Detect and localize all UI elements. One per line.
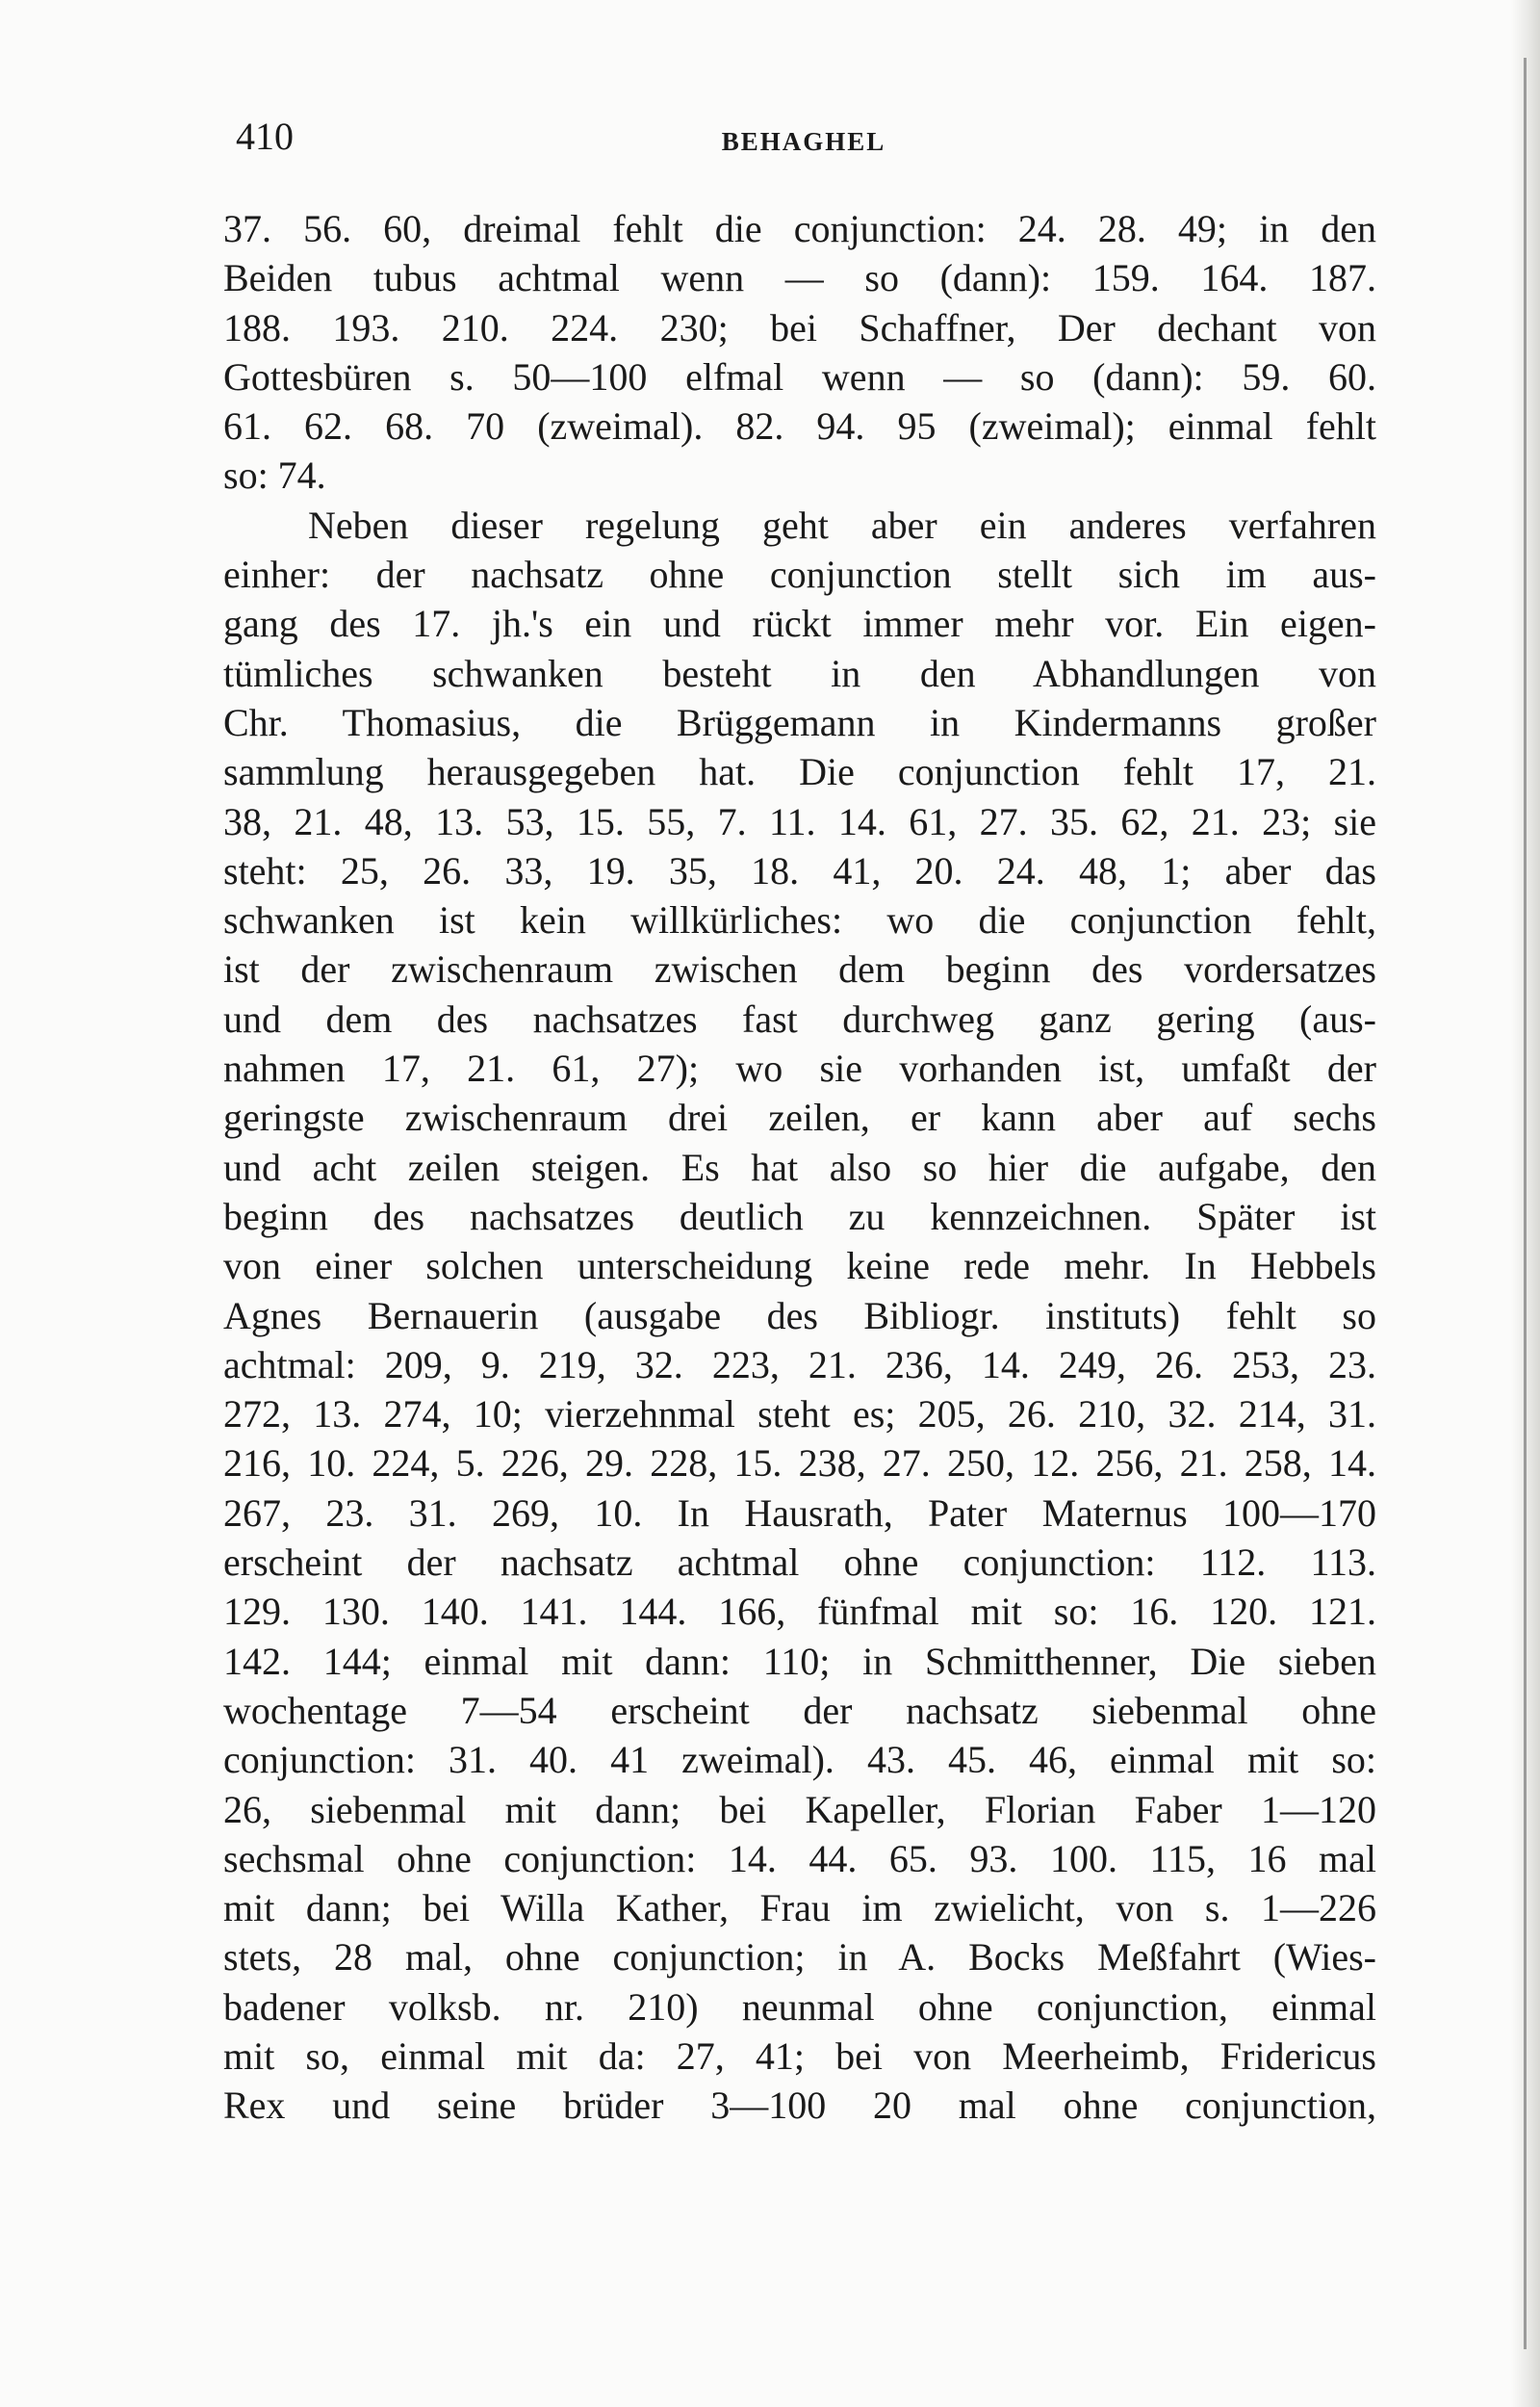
text-line-content: stets, 28 mal, ohne conjunction; in A. Bocks Meßfahrt (Wies-	[223, 1935, 1376, 1980]
text-line	[223, 1143, 1376, 1192]
text-line	[223, 1438, 1376, 1488]
text-line	[223, 1982, 1376, 2032]
text-line-content: 37. 56. 60, dreimal fehlt die conjunction: 24. 28. 49; in den	[223, 207, 1376, 250]
text-line	[223, 253, 1376, 302]
text-line-content: einher: der nachsatz ohne conjunction stellt sich im aus-	[223, 553, 1376, 597]
text-line	[223, 352, 1376, 401]
text-line	[223, 846, 1376, 895]
text-line	[223, 550, 1376, 599]
text-line-content: tümliches schwanken besteht in den Abhandlungen von	[223, 651, 1376, 695]
text-line-content: achtmal: 209, 9. 219, 32. 223, 21. 236, 14. 249, 26. 253, 23.	[223, 1342, 1376, 1386]
text-line-content: nahmen 17, 21. 61, 27); wo sie vorhanden ist, umfaßt der	[223, 1047, 1376, 1091]
text-line-content: Chr. Thomasius, die Brüggemann in Kindermanns großer	[223, 700, 1376, 744]
text-line	[223, 1785, 1376, 1834]
text-line	[223, 995, 1376, 1044]
text-line-content: 26, siebenmal mit dann; bei Kapeller, Florian Faber 1—120	[223, 1787, 1376, 1831]
text-line-content: ist der zwischenraum zwischen dem beginn des vordersatzes	[223, 947, 1376, 992]
text-line	[223, 1587, 1376, 1636]
text-line	[223, 501, 1376, 550]
text-line	[223, 1735, 1376, 1784]
text-line	[223, 797, 1376, 846]
text-line	[223, 1340, 1376, 1389]
text-line-content: Gottesbüren s. 50—100 elfmal wenn — so (dann): 59. 60.	[223, 354, 1376, 399]
text-line-content: 38, 21. 48, 13. 53, 15. 55, 7. 11. 14. 61, 27. 35. 62, 21. 23; sie	[223, 799, 1376, 843]
text-line-content: sammlung herausgegeben hat. Die conjunction fehlt 17, 21.	[223, 750, 1376, 794]
text-line-content: 61. 62. 68. 70 (zweimal). 82. 94. 95 (zweimal); einmal fehlt	[223, 404, 1376, 449]
text-line-content: badener volksb. nr. 210) neunmal ohne conjunction, einmal	[223, 1984, 1376, 2029]
text-line	[223, 204, 1376, 253]
text-line-content: und acht zeilen steigen. Es hat also so hier die aufgabe, den	[223, 1145, 1376, 1189]
text-line	[223, 1538, 1376, 1587]
text-line	[223, 1389, 1376, 1438]
text-line	[223, 895, 1376, 945]
text-line	[223, 1686, 1376, 1735]
text-line	[223, 2032, 1376, 2081]
text-line-content: und dem des nachsatzes fast durchweg ganz gering (aus-	[223, 996, 1376, 1041]
text-line	[223, 1834, 1376, 1883]
text-line	[223, 1488, 1376, 1538]
text-line	[223, 747, 1376, 796]
text-line-content: 216, 10. 224, 5. 226, 29. 228, 15. 238, 27. 250, 12. 256, 21. 258, 14.	[223, 1441, 1376, 1486]
text-line	[223, 1291, 1376, 1340]
text-line-content: sechsmal ohne conjunction: 14. 44. 65. 93. 100. 115, 16 mal	[223, 1836, 1376, 1880]
text-line-content: gang des 17. jh.'s ein und rückt immer mehr vor. Ein eigen-	[223, 602, 1376, 646]
text-line	[223, 401, 1376, 451]
text-line	[223, 698, 1376, 747]
text-line	[223, 599, 1376, 648]
page-number: 410	[236, 115, 294, 158]
body-text	[223, 204, 1376, 2131]
text-line	[223, 451, 1376, 500]
text-line-content: von einer solchen unterscheidung keine rede mehr. In Hebbels	[223, 1244, 1376, 1288]
text-line-content: beginn des nachsatzes deutlich zu kennzeichnen. Später ist	[223, 1194, 1376, 1238]
text-line-content: conjunction: 31. 40. 41 zweimal). 43. 45. 46, einmal mit so:	[223, 1738, 1376, 1782]
text-line-content: Beiden tubus achtmal wenn — so (dann): 159. 164. 187.	[223, 256, 1376, 300]
text-line	[223, 1932, 1376, 1981]
text-line	[223, 1093, 1376, 1142]
page-header	[236, 114, 1372, 171]
text-line	[223, 2081, 1376, 2130]
text-line-content: so: 74.	[223, 453, 326, 498]
running-head: BEHAGHEL	[721, 127, 886, 156]
text-line-content: 267, 23. 31. 269, 10. In Hausrath, Pater Maternus 100—170	[223, 1490, 1376, 1535]
text-line	[223, 945, 1376, 994]
text-line	[223, 1637, 1376, 1686]
text-line-content: erscheint der nachsatz achtmal ohne conjunction: 112. 113.	[223, 1540, 1376, 1585]
text-line	[223, 1883, 1376, 1932]
text-line-content: mit so, einmal mit da: 27, 41; bei von Meerheimb, Fridericus	[223, 2033, 1376, 2078]
text-line-content: geringste zwischenraum drei zeilen, er kann aber auf sechs	[223, 1096, 1376, 1140]
page-edge-line	[1524, 58, 1527, 2349]
text-line-content: schwanken ist kein willkürliches: wo die conjunction fehlt,	[223, 898, 1376, 943]
text-line-content: Agnes Bernauerin (ausgabe des Bibliogr. instituts) fehlt so	[223, 1293, 1376, 1337]
text-line	[223, 1192, 1376, 1241]
text-line	[223, 1241, 1376, 1290]
text-line	[223, 1044, 1376, 1093]
text-line	[223, 649, 1376, 698]
text-line-content: 129. 130. 140. 141. 144. 166, fünfmal mit so: 16. 120. 121.	[223, 1590, 1376, 1634]
text-line-content: Rex und seine brüder 3—100 20 mal ohne conjunction,	[223, 2083, 1376, 2128]
text-line-content: Neben dieser regelung geht aber ein anderes verfahren	[308, 503, 1376, 547]
text-line-content: 142. 144; einmal mit dann: 110; in Schmitthenner, Die sieben	[223, 1639, 1376, 1683]
text-line	[223, 303, 1376, 352]
text-line-content: wochentage 7—54 erscheint der nachsatz siebenmal ohne	[223, 1688, 1376, 1732]
text-line-content: steht: 25, 26. 33, 19. 35, 18. 41, 20. 24. 48, 1; aber das	[223, 848, 1376, 893]
text-line-content: mit dann; bei Willa Kather, Frau im zwielicht, von s. 1—226	[223, 1886, 1376, 1930]
text-line-content: 188. 193. 210. 224. 230; bei Schaffner, Der dechant von	[223, 305, 1376, 349]
text-line-content: 272, 13. 274, 10; vierzehnmal steht es; 205, 26. 210, 32. 214, 31.	[223, 1392, 1376, 1436]
